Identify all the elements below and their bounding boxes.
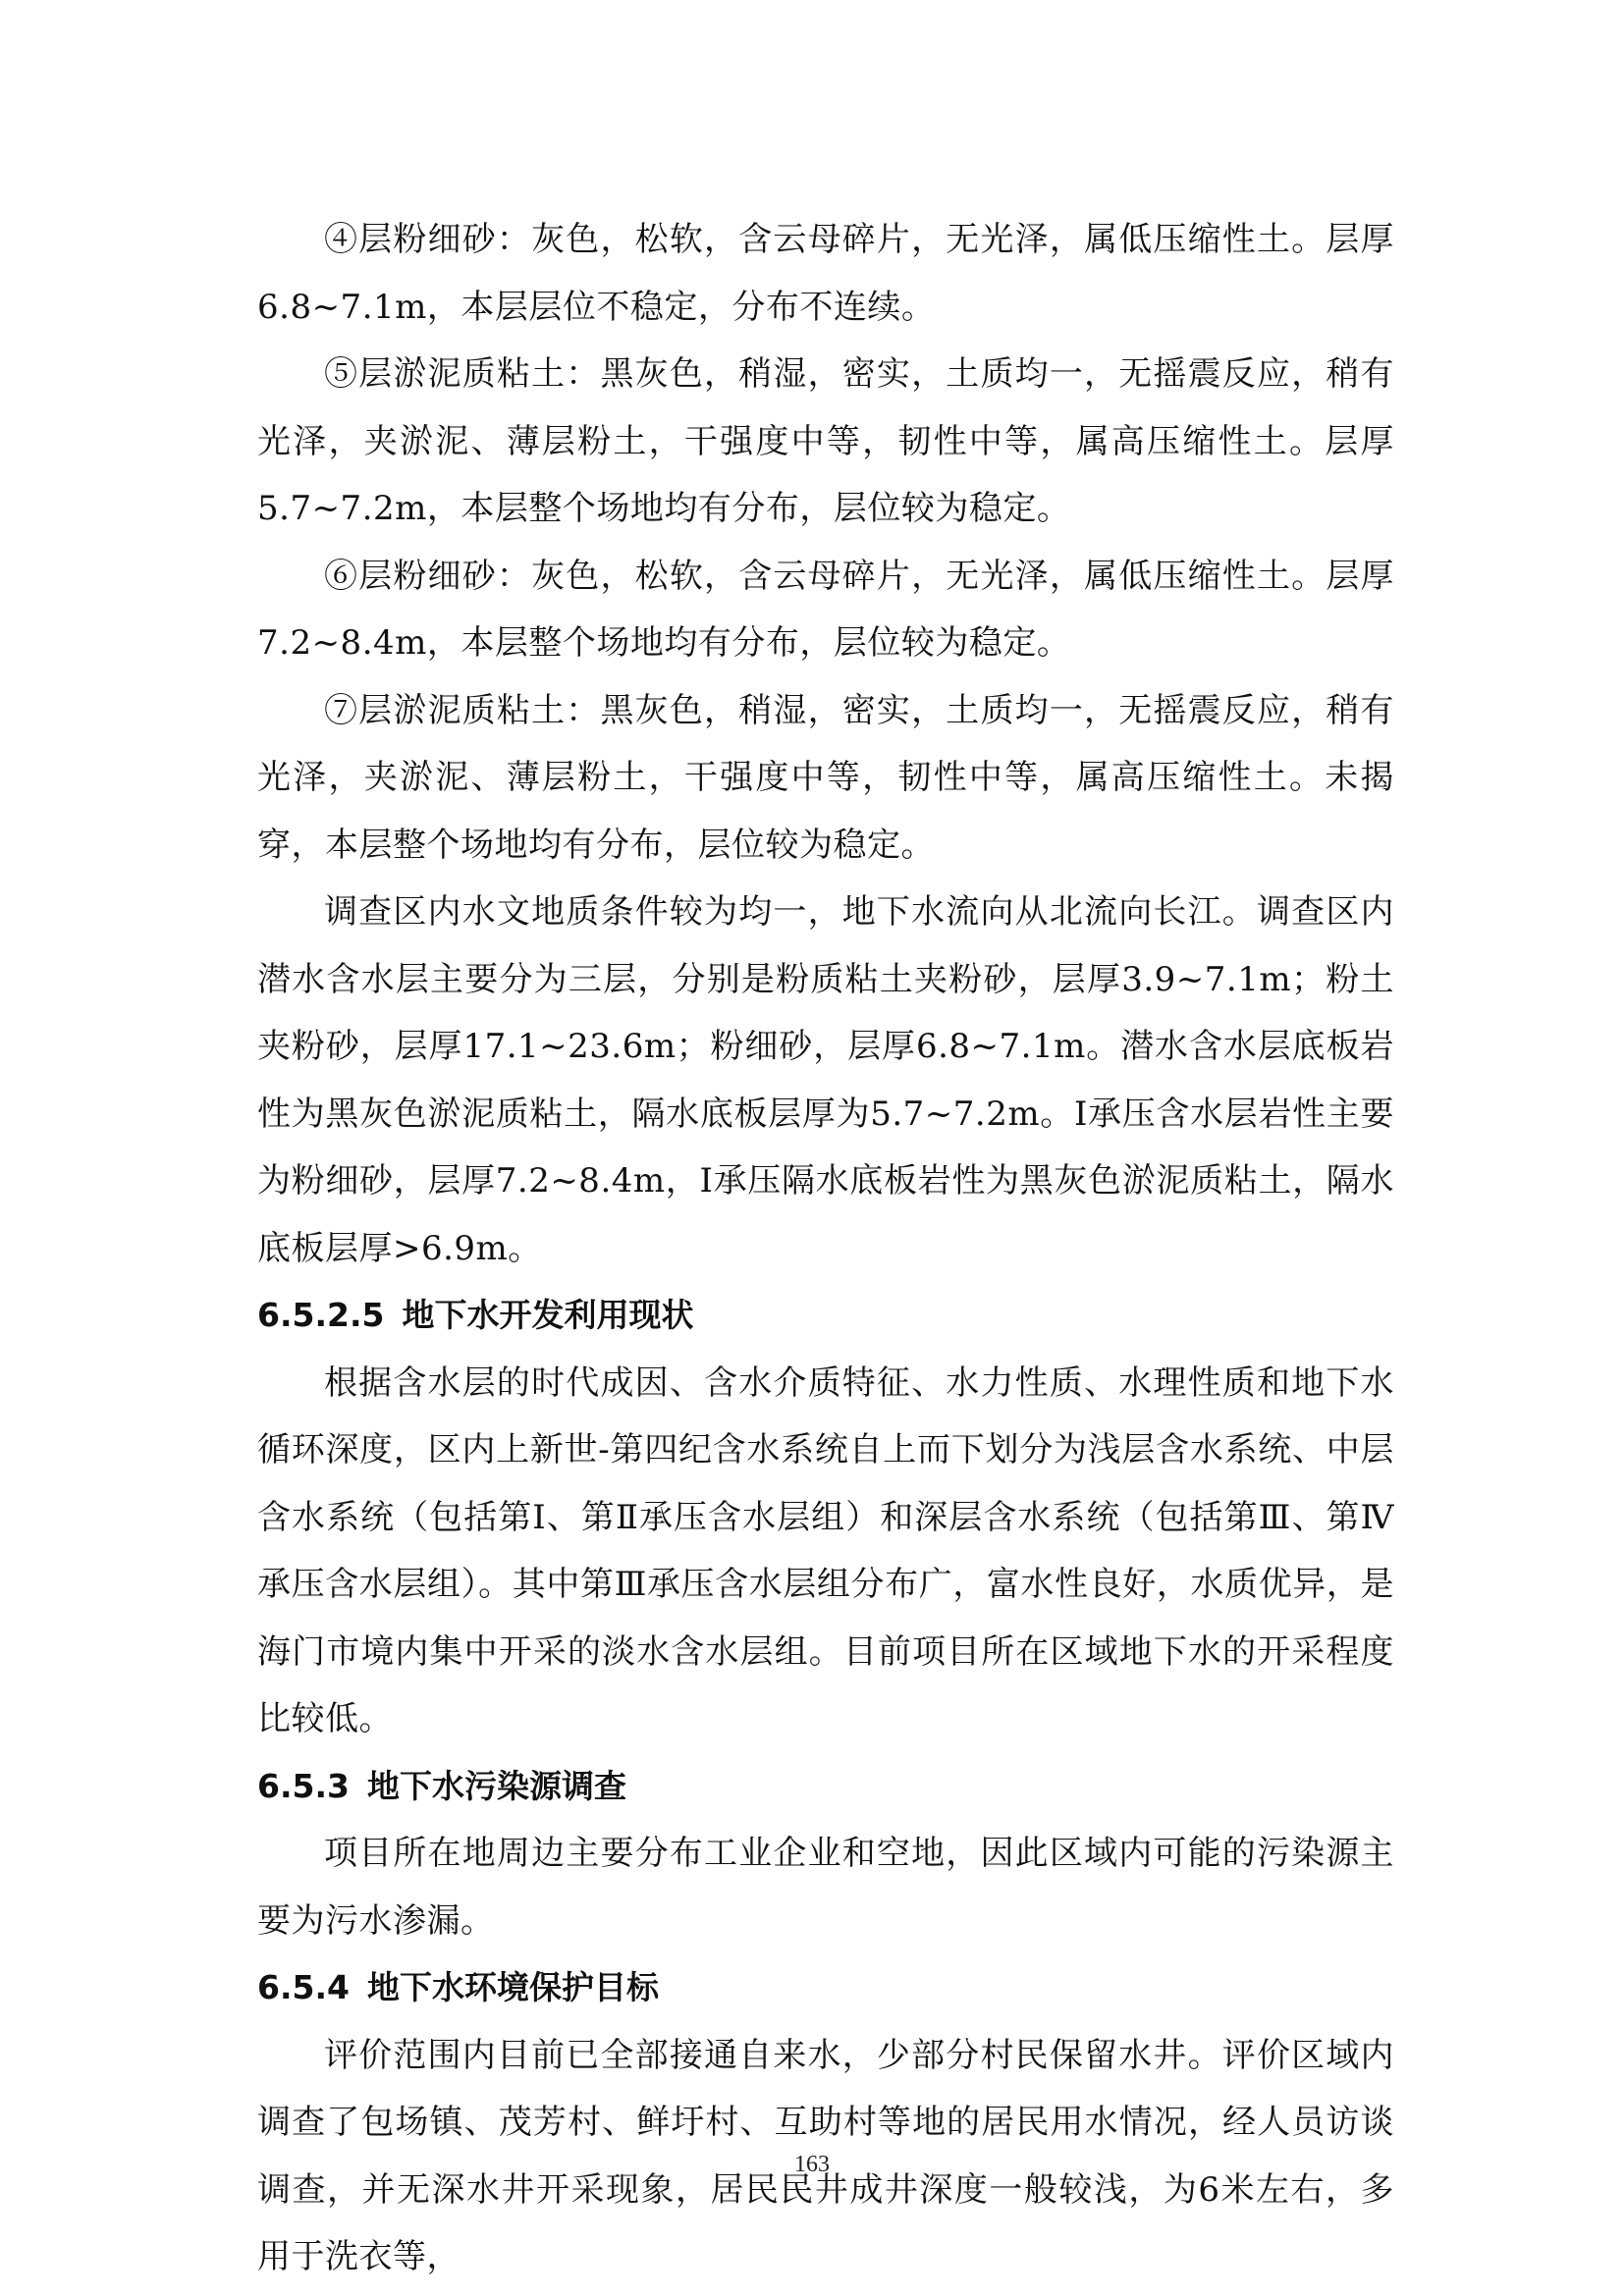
section-number: 6.5.2.5 <box>257 1296 385 1334</box>
section-title: 地下水开发利用现状 <box>402 1296 694 1334</box>
paragraph-groundwater-utilization: 根据含水层的时代成因、含水介质特征、水力性质、水理性质和地下水循环深度，区内上新世-第四纪含水系统自上而下划分为浅层含水系统、中层含水系统（包括第Ⅰ、第Ⅱ承压含水层组）和深层含水系统（包括第Ⅲ、第Ⅳ承压含水层组）。其中第Ⅲ承压含水层组分布广，富水性良好，水质优异，是海门市境内集中开采的淡水含水层组。目前项目所在区域地下水的开采程度比较低。 <box>257 1362 1394 1738</box>
paragraph-hydrogeology-summary: 调查区内水文地质条件较为均一，地下水流向从北流向长江。调查区内潜水含水层主要分为三层，分别是粉质粘土夹粉砂，层厚3.9~7.1m；粉土夹粉砂，层厚17.1~23.6m；粉细砂，层厚6.8~7.1m。潜水含水层底板岩性为黑灰色淤泥质粘土，隔水底板层厚为5.7~7.2m。Ⅰ承压含水层岩性主要为粉细砂，层厚7.2~8.4m，Ⅰ承压隔水底板岩性为黑灰色淤泥质粘土，隔水底板层厚>6.9m。 <box>257 892 1394 1268</box>
document-body <box>257 206 1394 2291</box>
section-heading-6-5-3 <box>257 1753 1394 1821</box>
section-number: 6.5.3 <box>257 1766 350 1805</box>
section-title: 地下水污染源调查 <box>366 1766 626 1805</box>
paragraph-protection-targets: 评价范围内目前已全部接通自来水，少部分村民保留水井。评价区域内调查了包场镇、茂芳村、鲜圩村、互助村等地的居民用水情况，经人员访谈调查，并无深水井开采现象，居民民井成井深度一般较浅，为6米左右，多用于洗衣等， <box>257 2035 1394 2276</box>
section-heading-6-5-2-5 <box>257 1282 1394 1350</box>
paragraph-layer-4-fine-sand: ④层粉细砂：灰色，松软，含云母碎片，无光泽，属低压缩性土。层厚6.8~7.1m，本层层位不稳定，分布不连续。 <box>257 220 1394 327</box>
paragraph-layer-6-fine-sand: ⑥层粉细砂：灰色，松软，含云母碎片，无光泽，属低压缩性土。层厚7.2~8.4m，本层整个场地均有分布，层位较为稳定。 <box>257 556 1394 663</box>
paragraph-layer-5-muddy-clay: ⑤层淤泥质粘土：黑灰色，稍湿，密实，土质均一，无摇震反应，稍有光泽，夹淤泥、薄层粉土，干强度中等，韧性中等，属高压缩性土。层厚5.7~7.2m，本层整个场地均有分布，层位较为稳定。 <box>257 354 1394 528</box>
section-heading-6-5-4 <box>257 1954 1394 2022</box>
paragraph-layer-7-muddy-clay: ⑦层淤泥质粘土：黑灰色，稍湿，密实，土质均一，无摇震反应，稍有光泽，夹淤泥、薄层粉土，干强度中等，韧性中等，属高压缩性土。未揭穿，本层整个场地均有分布，层位较为稳定。 <box>257 690 1394 865</box>
section-title: 地下水环境保护目标 <box>366 1968 659 2006</box>
paragraph-pollution-sources: 项目所在地周边主要分布工业企业和空地，因此区域内可能的污染源主要为污水渗漏。 <box>257 1834 1394 1941</box>
page-number: 163 <box>794 2152 830 2177</box>
section-number: 6.5.4 <box>257 1968 350 2006</box>
